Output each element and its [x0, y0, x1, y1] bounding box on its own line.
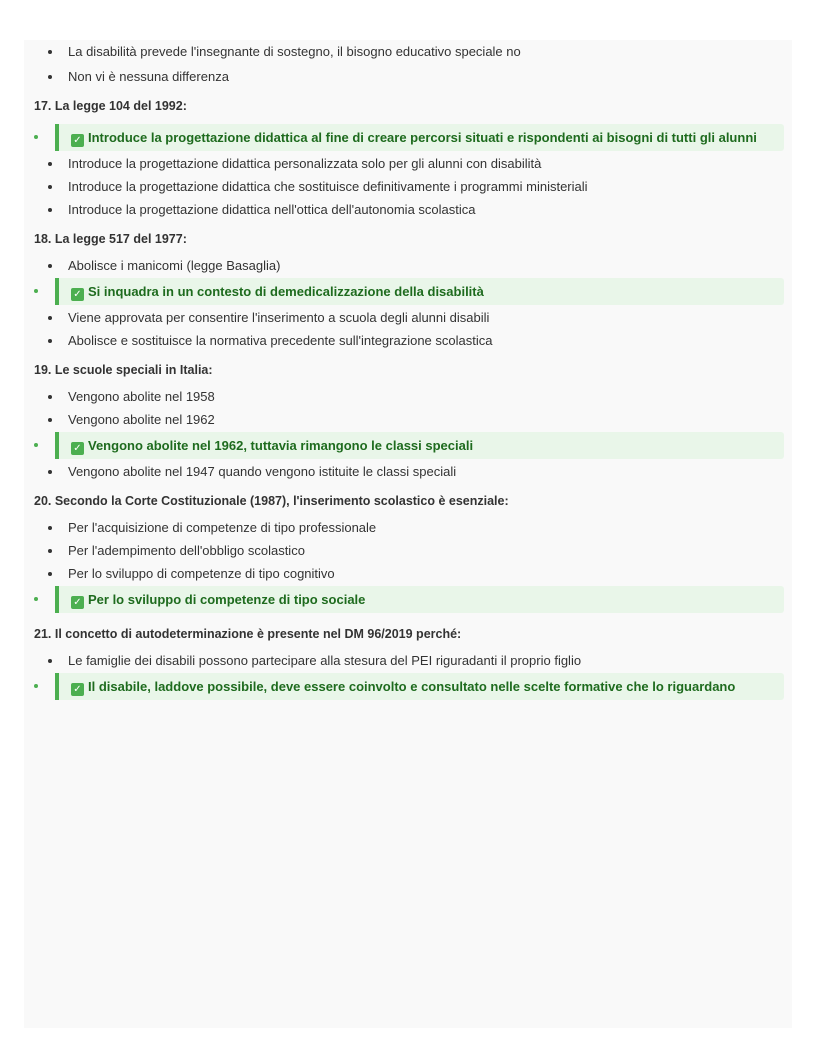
answer-text: Le famiglie dei disabili possono partecipare alla stesura del PEI riguradanti il proprio figlio: [68, 653, 582, 668]
question-title: 20. Secondo la Corte Costituzionale (1987), l'inserimento scolastico è esenziale:: [34, 494, 509, 508]
answer-option: [68, 178, 784, 195]
check-box-icon: ✓: [71, 596, 84, 609]
check-box-icon: ✓: [71, 134, 84, 147]
answer-text: Si inquadra in un contesto di demedicalizzazione della disabilità: [88, 284, 484, 299]
answer-text: Introduce la progettazione didattica personalizzata solo per gli alunni con disabilità: [68, 156, 542, 171]
correct-answer-option: [55, 432, 784, 459]
answer-option: [68, 463, 784, 480]
question-block: [34, 359, 784, 480]
correct-answer-option: [55, 673, 784, 700]
answer-option: [68, 565, 784, 582]
answer-text: Vengono abolite nel 1947 quando vengono istituite le classi speciali: [68, 464, 457, 479]
question-block: [34, 228, 784, 349]
correct-answer-option: [55, 124, 784, 151]
answer-text: Viene approvata per consentire l'inserimento a scuola degli alunni disabili: [68, 310, 490, 325]
check-box-icon: ✓: [71, 442, 84, 455]
question-block: [34, 95, 784, 218]
answer-text: Per lo sviluppo di competenze di tipo cognitivo: [68, 566, 335, 581]
answer-option: La disabilità prevede l'insegnante di sostegno, il bisogno educativo speciale no: [68, 43, 784, 60]
correct-answer-option: [55, 278, 784, 305]
answer-text: Vengono abolite nel 1962: [68, 412, 215, 427]
correct-answer-option: [55, 586, 784, 613]
question-title: 21. Il concetto di autodeterminazione è presente nel DM 96/2019 perché:: [34, 627, 462, 641]
answer-option: [68, 388, 784, 405]
answer-list: [68, 257, 784, 349]
answer-text: Per lo sviluppo di competenze di tipo sociale: [88, 592, 366, 607]
answer-option: [68, 201, 784, 218]
answer-option: [68, 332, 784, 349]
answer-option: [68, 411, 784, 428]
answer-list: [68, 519, 784, 613]
answer-option: [68, 542, 784, 559]
answer-text: Abolisce e sostituisce la normativa precedente sull'integrazione scolastica: [68, 333, 493, 348]
question-title: 18. La legge 517 del 1977:: [34, 232, 187, 246]
answer-option: [68, 257, 784, 274]
answer-list: [68, 124, 784, 218]
answer-text: Per l'acquisizione di competenze di tipo professionale: [68, 520, 377, 535]
question-title: 17. La legge 104 del 1992:: [34, 99, 187, 113]
document-page: [24, 40, 792, 1028]
answer-text: Vengono abolite nel 1958: [68, 389, 215, 404]
answer-text: Introduce la progettazione didattica al fine di creare percorsi situati e rispondenti ai bisogni di tutti gli alunni: [88, 130, 757, 145]
answer-option: [68, 309, 784, 326]
answer-option: [68, 519, 784, 536]
answer-text: Introduce la progettazione didattica nell'ottica dell'autonomia scolastica: [68, 202, 476, 217]
answer-text: Il disabile, laddove possibile, deve essere coinvolto e consultato nelle scelte formative che lo riguardano: [88, 679, 736, 694]
answer-text: Abolisce i manicomi (legge Basaglia): [68, 258, 281, 273]
answer-text: Vengono abolite nel 1962, tuttavia rimangono le classi speciali: [88, 438, 474, 453]
question-block: [34, 490, 784, 613]
answer-text: Per l'adempimento dell'obbligo scolastico: [68, 543, 305, 558]
top-options: [68, 43, 784, 85]
check-box-icon: ✓: [71, 683, 84, 696]
question-list: [34, 95, 784, 700]
answer-text: Introduce la progettazione didattica che sostituisce definitivamente i programmi ministeriali: [68, 179, 588, 194]
answer-option: [68, 652, 784, 669]
answer-option: Non vi è nessuna differenza: [68, 68, 784, 85]
check-box-icon: ✓: [71, 288, 84, 301]
answer-option: [68, 155, 784, 172]
answer-list: [68, 388, 784, 480]
question-title: 19. Le scuole speciali in Italia:: [34, 363, 213, 377]
question-block: [34, 623, 784, 700]
answer-list: [68, 652, 784, 700]
